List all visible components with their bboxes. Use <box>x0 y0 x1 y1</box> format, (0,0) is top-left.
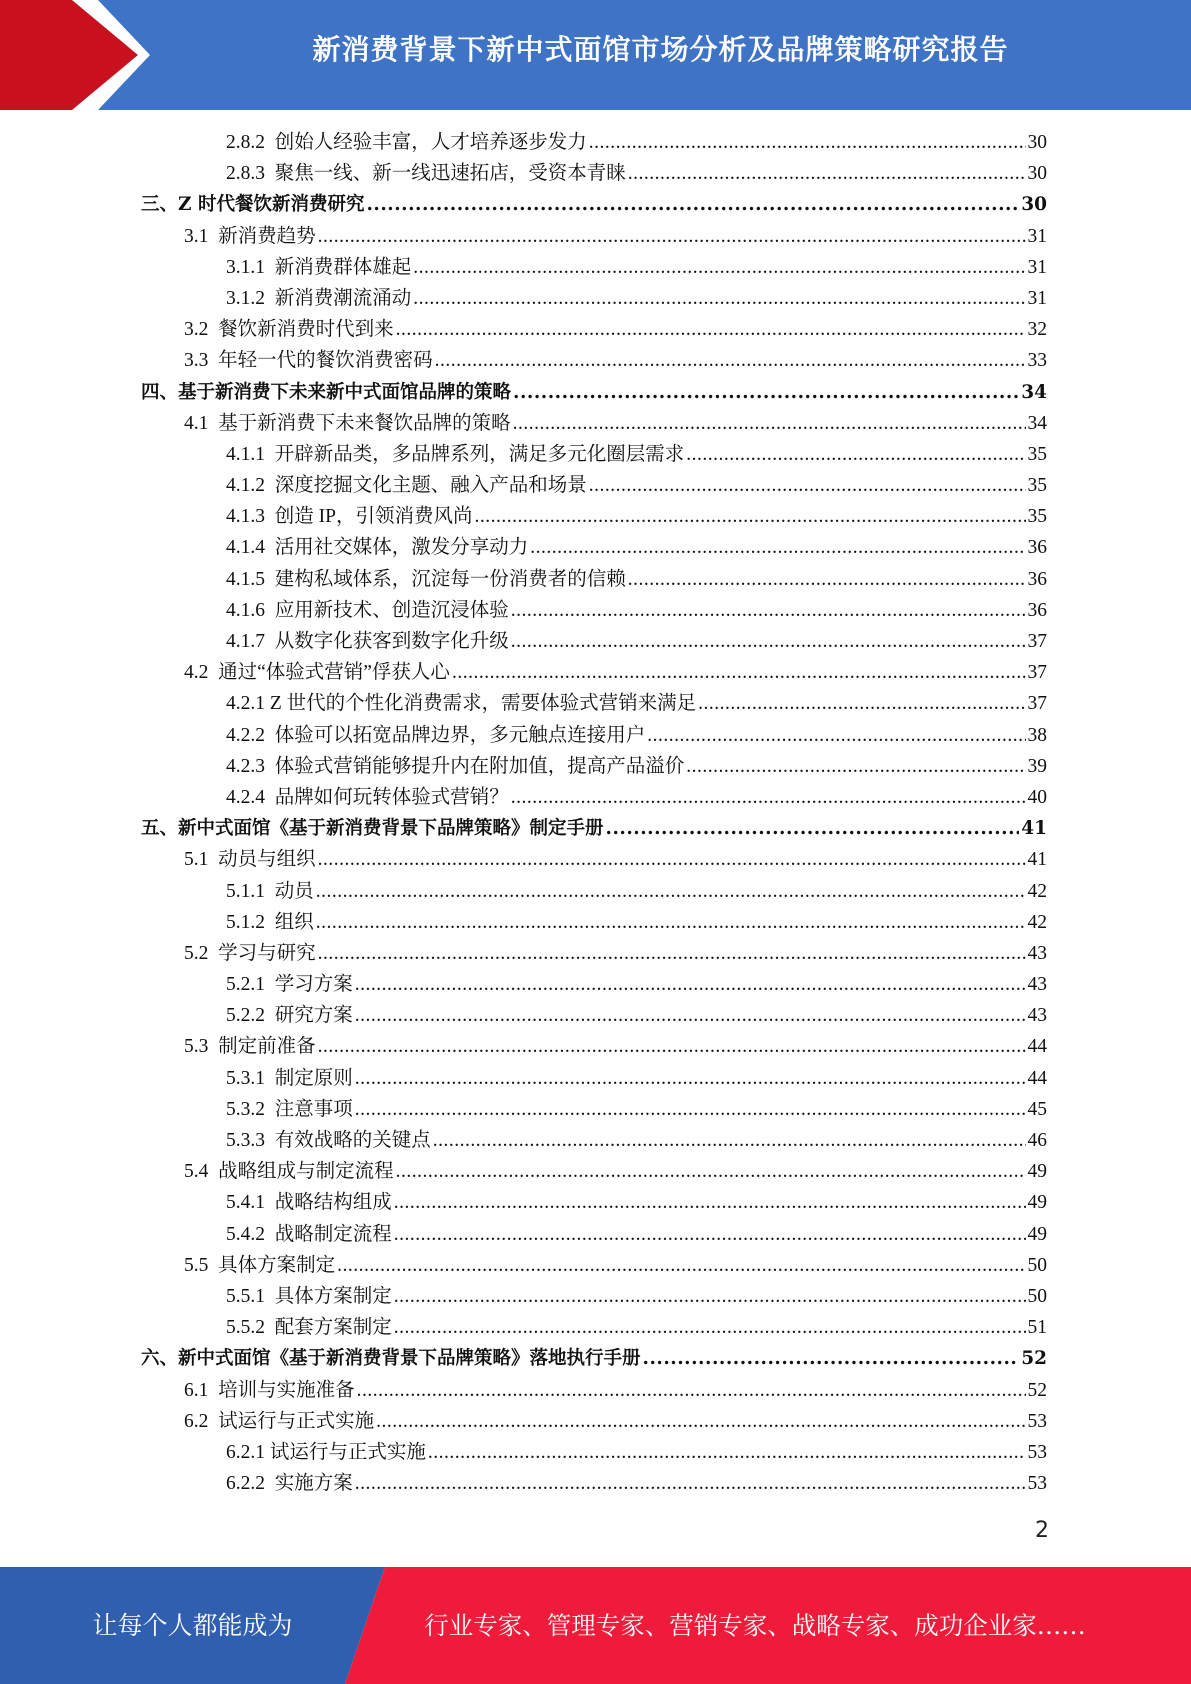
toc-entry-page: 45 <box>1027 1098 1047 1120</box>
toc-entry-label: 学习与研究 <box>218 942 316 964</box>
toc-entry-number: 4.2 <box>184 662 209 684</box>
toc-entry-page: 49 <box>1027 1161 1047 1183</box>
toc-entry[interactable] <box>0 969 1191 1000</box>
toc-entry-label: 有效战略的关键点 <box>274 1130 431 1151</box>
toc-entry-label: 组织 <box>274 911 314 933</box>
toc-entry-label: 体验式营销能够提升内在附加值，提高产品溢价 <box>274 755 685 777</box>
toc-entry-label: Z 世代的个性化消费需求，需要体验式营销来满足 <box>269 693 697 715</box>
toc-entry-label: 新消费潮流涌动 <box>274 287 412 309</box>
toc-entry-page: 33 <box>1027 350 1047 372</box>
toc-entry-number: 3.3 <box>184 350 209 372</box>
toc-entry[interactable] <box>0 1281 1191 1312</box>
toc-entry-page: 44 <box>1027 1067 1047 1089</box>
toc-dot-leader <box>435 345 1026 376</box>
toc-entry[interactable] <box>0 1312 1191 1343</box>
toc-dot-leader <box>357 1375 1026 1406</box>
toc-entry-number: 5.5.1 <box>226 1285 265 1307</box>
toc-entry-number: 4.1.2 <box>226 475 265 497</box>
toc-entry-number: 4.2.3 <box>226 755 265 777</box>
toc-entry-page: 32 <box>1027 319 1047 341</box>
toc-dot-leader <box>316 907 1026 938</box>
toc-entry[interactable] <box>0 844 1191 875</box>
toc-entry-label: 新消费群体雄起 <box>274 256 412 278</box>
toc-entry-label: 新消费趋势 <box>218 225 316 247</box>
toc-dot-leader <box>452 657 1026 688</box>
toc-entry-number: 2.8.2 <box>226 132 265 153</box>
toc-entry-label: 制定前准备 <box>218 1036 316 1058</box>
toc-entry[interactable] <box>0 626 1191 657</box>
toc-entry-label: 动员与组织 <box>218 849 316 871</box>
toc-entry[interactable] <box>0 1094 1191 1125</box>
toc-entry-page: 36 <box>1027 537 1047 559</box>
toc-entry-label: 培训与实施准备 <box>218 1379 355 1401</box>
toc-entry-page: 34 <box>1021 381 1047 403</box>
toc-entry-number: 4.2.4 <box>226 786 265 808</box>
toc-entry-page: 43 <box>1027 942 1047 964</box>
toc-dot-leader <box>513 377 1019 408</box>
toc-entry[interactable] <box>0 1156 1191 1187</box>
toc-entry-label: 具体方案制定 <box>274 1285 392 1307</box>
toc-dot-leader <box>698 688 1025 719</box>
toc-entry-number: 4.1.3 <box>226 506 265 528</box>
toc-entry[interactable] <box>0 876 1191 907</box>
toc-entry-number: 4.2.2 <box>226 724 265 746</box>
toc-entry[interactable] <box>0 1063 1191 1094</box>
toc-entry-page: 53 <box>1027 1473 1047 1495</box>
toc-entry[interactable] <box>0 158 1191 189</box>
toc-dot-leader <box>396 1156 1026 1187</box>
toc-entry-page: 39 <box>1027 755 1047 777</box>
toc-dot-leader <box>530 532 1025 563</box>
toc-entry-number: 5.5 <box>184 1254 209 1276</box>
page-header <box>0 0 1191 110</box>
toc-dot-leader <box>376 1406 1025 1437</box>
toc-entry-number: 5.1.2 <box>226 911 265 933</box>
toc-dot-leader <box>394 1187 1026 1218</box>
toc-entry-label: 聚焦一线、新一线迅速拓店，受资本青睐 <box>274 163 626 185</box>
toc-entry[interactable] <box>0 657 1191 688</box>
toc-dot-leader <box>606 813 1020 844</box>
toc-entry-page: 41 <box>1027 849 1047 871</box>
toc-entry[interactable] <box>0 408 1191 439</box>
toc-entry-page: 30 <box>1021 194 1047 216</box>
toc-entry-label: 战略制定流程 <box>274 1223 392 1245</box>
toc-entry-number: 4.1.6 <box>226 599 265 621</box>
toc-entry-number: 三、 <box>141 194 179 216</box>
toc-entry-label: 制定原则 <box>274 1067 353 1089</box>
toc-dot-leader <box>686 751 1025 782</box>
toc-entry-label: 基于新消费下未来餐饮品牌的策略 <box>218 412 511 434</box>
toc-entry-page: 31 <box>1027 225 1047 247</box>
toc-entry-number: 5.3 <box>184 1036 209 1058</box>
toc-entry-page: 44 <box>1027 1036 1047 1058</box>
toc-dot-leader <box>647 720 1025 751</box>
toc-entry-page: 50 <box>1027 1254 1047 1276</box>
toc-entry-number: 4.1 <box>184 412 209 434</box>
toc-dot-leader <box>428 1437 1026 1468</box>
toc-entry-number: 5.4 <box>184 1161 209 1183</box>
toc-entry-label: 具体方案制定 <box>218 1254 336 1276</box>
toc-dot-leader <box>511 782 1026 813</box>
toc-entry[interactable] <box>0 501 1191 532</box>
toc-entry[interactable] <box>0 907 1191 938</box>
toc-entry-page: 38 <box>1027 724 1047 746</box>
toc-entry-number: 六、 <box>141 1348 179 1370</box>
toc-entry-number: 6.2.1 <box>226 1441 265 1463</box>
toc-entry-label: 餐饮新消费时代到来 <box>218 319 394 341</box>
toc-entry-number: 5.3.3 <box>226 1130 265 1151</box>
toc-entry-page: 42 <box>1027 911 1047 933</box>
toc-dot-leader <box>396 314 1026 345</box>
toc-entry[interactable] <box>0 532 1191 563</box>
toc-entry-number: 四、 <box>141 381 179 403</box>
toc-entry-page: 35 <box>1027 475 1047 497</box>
toc-entry-label: 注意事项 <box>274 1098 353 1120</box>
toc-dot-leader <box>355 1063 1026 1094</box>
toc-dot-leader <box>511 595 1026 626</box>
toc-entry[interactable] <box>0 1406 1191 1437</box>
toc-entry-label: 建构私域体系，沉淀每一份消费者的信赖 <box>274 568 626 590</box>
toc-entry-number: 5.4.1 <box>226 1192 265 1214</box>
toc-entry[interactable] <box>0 720 1191 751</box>
toc-entry-label: 基于新消费下未来新中式面馆品牌的策略 <box>178 381 512 403</box>
toc-entry-page: 52 <box>1027 1379 1047 1401</box>
toc-entry-label: 实施方案 <box>274 1473 353 1495</box>
toc-entry-label: 通过“体验式营销”俘获人心 <box>218 662 450 684</box>
toc-dot-leader <box>355 969 1026 1000</box>
toc-entry[interactable] <box>0 751 1191 782</box>
toc-entry-page: 30 <box>1027 163 1047 185</box>
toc-entry-page: 41 <box>1021 818 1047 840</box>
toc-entry[interactable] <box>0 314 1191 345</box>
toc-entry-label: 开辟新品类，多品牌系列，满足多元化圈层需求 <box>274 443 685 465</box>
toc-entry-page: 51 <box>1027 1317 1047 1339</box>
toc-entry-number: 3.1 <box>184 225 209 247</box>
toc-entry-page: 43 <box>1027 1005 1047 1027</box>
toc-entry-page: 49 <box>1027 1192 1047 1214</box>
toc-entry-number: 5.4.2 <box>226 1223 265 1245</box>
toc-entry-label: 深度挖掘文化主题、融入产品和场景 <box>274 475 587 497</box>
toc-entry-number: 5.2.2 <box>226 1005 265 1027</box>
toc-entry-number: 4.1.7 <box>226 631 265 652</box>
toc-dot-leader <box>511 626 1026 657</box>
toc-entry[interactable] <box>0 439 1191 470</box>
toc-dot-leader <box>413 252 1025 283</box>
toc-entry[interactable] <box>0 189 1191 220</box>
toc-entry-number: 5.2 <box>184 942 209 964</box>
toc-entry-label: 创始人经验丰富，人才培养逐步发力 <box>274 132 587 153</box>
toc-dot-leader <box>686 439 1025 470</box>
toc-entry-number: 6.2 <box>184 1410 209 1432</box>
toc-entry-page: 36 <box>1027 568 1047 590</box>
toc-entry-number: 2.8.3 <box>226 163 265 185</box>
toc-entry-page: 34 <box>1027 412 1047 434</box>
toc-dot-leader <box>355 1468 1026 1499</box>
toc-dot-leader <box>589 127 1026 158</box>
toc-entry-page: 53 <box>1027 1410 1047 1432</box>
toc-entry-label: 配套方案制定 <box>274 1317 392 1339</box>
toc-dot-leader <box>355 1094 1026 1125</box>
toc-entry-page: 37 <box>1027 693 1047 715</box>
toc-entry[interactable] <box>0 564 1191 595</box>
toc-entry-page: 35 <box>1027 443 1047 465</box>
toc-entry-page: 52 <box>1021 1348 1047 1370</box>
toc-dot-leader <box>589 470 1026 501</box>
toc-dot-leader <box>316 876 1026 907</box>
toc-entry-page: 35 <box>1027 506 1047 528</box>
table-of-contents <box>0 127 1191 1499</box>
toc-entry[interactable] <box>0 221 1191 252</box>
toc-entry-number: 5.1 <box>184 849 209 871</box>
toc-entry-label: Z 时代餐饮新消费研究 <box>178 194 365 216</box>
report-title: 新消费背景下新中式面馆市场分析及品牌策略研究报告 <box>312 33 1009 66</box>
toc-dot-leader <box>318 221 1026 252</box>
toc-entry-number: 4.2.1 <box>226 693 265 715</box>
toc-entry-number: 5.5.2 <box>226 1317 265 1339</box>
toc-dot-leader <box>433 1125 1026 1156</box>
toc-dot-leader <box>394 1219 1026 1250</box>
toc-dot-leader <box>394 1281 1026 1312</box>
toc-dot-leader <box>318 1031 1026 1062</box>
toc-entry[interactable] <box>0 595 1191 626</box>
toc-entry-number: 5.3.2 <box>226 1098 265 1120</box>
toc-entry-page: 40 <box>1027 786 1047 808</box>
toc-entry[interactable] <box>0 782 1191 813</box>
toc-entry-page: 50 <box>1027 1285 1047 1307</box>
toc-entry-page: 37 <box>1027 631 1047 652</box>
toc-dot-leader <box>337 1250 1025 1281</box>
toc-entry-number: 5.1.1 <box>226 880 265 902</box>
toc-entry[interactable] <box>0 1125 1191 1156</box>
toc-entry-page: 43 <box>1027 974 1047 996</box>
toc-entry-page: 49 <box>1027 1223 1047 1245</box>
toc-entry-number: 5.2.1 <box>226 974 265 996</box>
toc-dot-leader <box>628 158 1026 189</box>
toc-entry-number: 五、 <box>141 818 179 840</box>
toc-entry-label: 战略组成与制定流程 <box>218 1161 394 1183</box>
toc-dot-leader <box>355 1000 1026 1031</box>
toc-entry-label: 品牌如何玩转体验式营销？ <box>274 786 509 808</box>
toc-entry[interactable] <box>0 1219 1191 1250</box>
toc-entry-number: 3.1.1 <box>226 256 265 278</box>
toc-entry[interactable] <box>0 1187 1191 1218</box>
toc-entry-number: 6.2.2 <box>226 1473 265 1495</box>
toc-entry-number: 4.1.5 <box>226 568 265 590</box>
toc-dot-leader <box>394 1312 1026 1343</box>
toc-entry-label: 新中式面馆《基于新消费背景下品牌策略》落地执行手册 <box>178 1348 641 1370</box>
toc-dot-leader <box>628 564 1026 595</box>
footer-slogan-right: 行业专家、管理专家、营销专家、战略专家、成功企业家…… <box>424 1611 1086 1640</box>
toc-entry-page: 42 <box>1027 880 1047 902</box>
toc-entry-number: 3.2 <box>184 319 209 341</box>
toc-entry-label: 创造 IP，引领消费风尚 <box>274 506 473 528</box>
toc-entry[interactable] <box>0 1250 1191 1281</box>
toc-entry-label: 体验可以拓宽品牌边界，多元触点连接用户 <box>274 724 646 746</box>
toc-entry[interactable] <box>0 1468 1191 1499</box>
toc-entry-label: 从数字化获客到数字化升级 <box>274 631 509 652</box>
toc-dot-leader <box>318 844 1026 875</box>
toc-entry-label: 试运行与正式实施 <box>218 1410 375 1432</box>
toc-entry-label: 活用社交媒体，激发分享动力 <box>274 537 529 559</box>
toc-entry[interactable] <box>0 127 1191 158</box>
toc-entry-page: 46 <box>1027 1130 1047 1151</box>
toc-entry-page: 31 <box>1027 287 1047 309</box>
toc-entry-label: 学习方案 <box>274 974 353 996</box>
page-number: 2 <box>1035 1518 1049 1543</box>
toc-entry-label: 动员 <box>274 880 314 902</box>
toc-entry-page: 31 <box>1027 256 1047 278</box>
toc-entry[interactable] <box>0 377 1191 408</box>
toc-entry-label: 试运行与正式实施 <box>269 1441 426 1463</box>
toc-entry[interactable] <box>0 283 1191 314</box>
toc-entry-number: 4.1.1 <box>226 443 265 465</box>
toc-entry[interactable] <box>0 1375 1191 1406</box>
page-footer <box>0 1567 1191 1684</box>
toc-entry-page: 53 <box>1027 1441 1047 1463</box>
toc-entry-label: 新中式面馆《基于新消费背景下品牌策略》制定手册 <box>178 818 604 840</box>
toc-entry[interactable] <box>0 1000 1191 1031</box>
toc-dot-leader <box>474 501 1025 532</box>
toc-entry[interactable] <box>0 1031 1191 1062</box>
toc-entry[interactable] <box>0 252 1191 283</box>
toc-dot-leader <box>643 1343 1020 1374</box>
toc-entry[interactable] <box>0 1437 1191 1468</box>
toc-dot-leader <box>413 283 1025 314</box>
toc-entry[interactable] <box>0 1343 1191 1374</box>
toc-entry[interactable] <box>0 688 1191 719</box>
toc-dot-leader <box>366 189 1019 220</box>
toc-entry-label: 研究方案 <box>274 1005 353 1027</box>
toc-entry-page: 30 <box>1027 132 1047 153</box>
toc-entry[interactable] <box>0 470 1191 501</box>
toc-entry-page: 37 <box>1027 662 1047 684</box>
toc-entry-number: 5.3.1 <box>226 1067 265 1089</box>
footer-slogan-left: 让每个人都能成为 <box>92 1611 293 1640</box>
toc-entry-label: 战略结构组成 <box>274 1192 392 1214</box>
toc-entry-number: 3.1.2 <box>226 287 265 309</box>
toc-entry-label: 应用新技术、创造沉浸体验 <box>274 599 509 621</box>
toc-entry-number: 4.1.4 <box>226 537 265 559</box>
toc-entry-label: 年轻一代的餐饮消费密码 <box>218 350 433 372</box>
toc-dot-leader <box>318 938 1026 969</box>
toc-entry-number: 6.1 <box>184 1379 209 1401</box>
toc-entry-page: 36 <box>1027 599 1047 621</box>
toc-entry[interactable] <box>0 938 1191 969</box>
toc-dot-leader <box>513 408 1026 439</box>
toc-entry[interactable] <box>0 345 1191 376</box>
toc-entry[interactable] <box>0 813 1191 844</box>
